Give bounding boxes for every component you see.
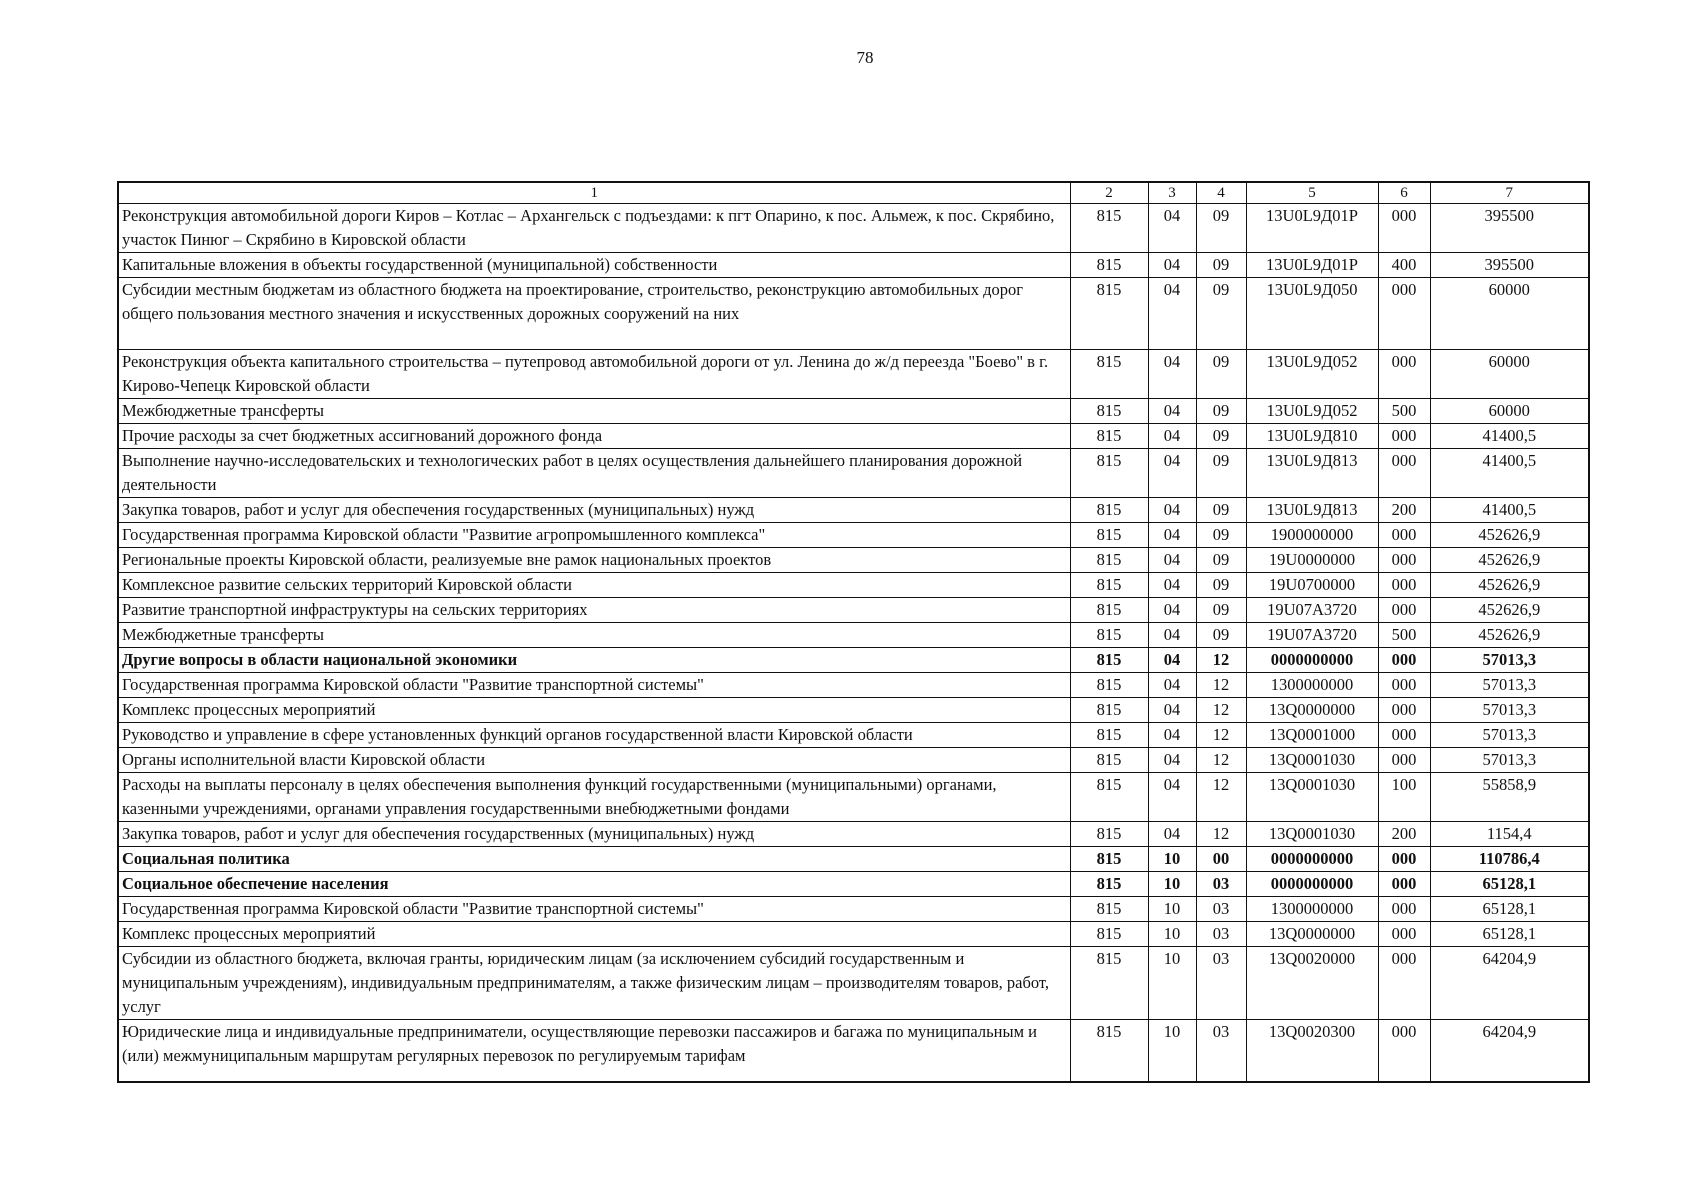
row-amount-cell: 60000	[1430, 278, 1589, 350]
row-expense-type-cell: 000	[1378, 648, 1430, 673]
row-section-cell: 04	[1148, 822, 1196, 847]
table-row	[118, 498, 1589, 523]
row-expense-type-cell: 000	[1378, 449, 1430, 498]
row-name-cell: Капитальные вложения в объекты государственной (муниципальной) собственности	[118, 253, 1070, 278]
header-cell-5: 5	[1246, 182, 1378, 204]
header-cell-6: 6	[1378, 182, 1430, 204]
row-target-article-cell: 13U0L9Д813	[1246, 449, 1378, 498]
row-name-cell: Субсидии местным бюджетам из областного бюджета на проектирование, строительство, реконструкцию автомобильных дорог общего пользования местного значения и искусственных дорожных сооружений на них	[118, 278, 1070, 350]
row-code-cell: 815	[1070, 253, 1148, 278]
row-subsection-cell: 09	[1196, 523, 1246, 548]
row-name-cell: Социальная политика	[118, 847, 1070, 872]
row-amount-cell: 65128,1	[1430, 897, 1589, 922]
row-section-cell: 04	[1148, 449, 1196, 498]
header-cell-1: 1	[118, 182, 1070, 204]
header-cell-3: 3	[1148, 182, 1196, 204]
table-row	[118, 598, 1589, 623]
row-subsection-cell: 09	[1196, 424, 1246, 449]
row-target-article-cell: 1900000000	[1246, 523, 1378, 548]
row-subsection-cell: 12	[1196, 748, 1246, 773]
row-target-article-cell: 1300000000	[1246, 673, 1378, 698]
row-name-cell: Социальное обеспечение населения	[118, 872, 1070, 897]
row-name-cell: Развитие транспортной инфраструктуры на сельских территориях	[118, 598, 1070, 623]
table-row	[118, 847, 1589, 872]
row-code-cell: 815	[1070, 449, 1148, 498]
header-cell-2: 2	[1070, 182, 1148, 204]
table-row	[118, 350, 1589, 399]
row-code-cell: 815	[1070, 648, 1148, 673]
row-expense-type-cell: 400	[1378, 253, 1430, 278]
budget-table	[117, 181, 1590, 1083]
row-amount-cell: 1154,4	[1430, 822, 1589, 847]
row-amount-cell: 452626,9	[1430, 523, 1589, 548]
row-target-article-cell: 13Q0001000	[1246, 723, 1378, 748]
table-row	[118, 449, 1589, 498]
row-expense-type-cell: 000	[1378, 523, 1430, 548]
row-code-cell: 815	[1070, 872, 1148, 897]
row-code-cell: 815	[1070, 847, 1148, 872]
row-target-article-cell: 13Q0000000	[1246, 698, 1378, 723]
row-code-cell: 815	[1070, 548, 1148, 573]
row-name-cell: Межбюджетные трансферты	[118, 623, 1070, 648]
table-row	[118, 723, 1589, 748]
row-subsection-cell: 09	[1196, 498, 1246, 523]
row-target-article-cell: 0000000000	[1246, 872, 1378, 897]
row-section-cell: 04	[1148, 573, 1196, 598]
row-target-article-cell: 0000000000	[1246, 648, 1378, 673]
row-target-article-cell: 13Q0001030	[1246, 822, 1378, 847]
row-amount-cell: 64204,9	[1430, 1020, 1589, 1082]
table-row	[118, 897, 1589, 922]
table-row	[118, 947, 1589, 1020]
row-amount-cell: 110786,4	[1430, 847, 1589, 872]
row-name-cell: Комплекс процессных мероприятий	[118, 922, 1070, 947]
row-expense-type-cell: 000	[1378, 922, 1430, 947]
row-target-article-cell: 13U0L9Д01P	[1246, 204, 1378, 253]
row-target-article-cell: 19U07A3720	[1246, 598, 1378, 623]
row-expense-type-cell: 000	[1378, 698, 1430, 723]
row-name-cell: Закупка товаров, работ и услуг для обеспечения государственных (муниципальных) нужд	[118, 498, 1070, 523]
row-amount-cell: 395500	[1430, 204, 1589, 253]
table-row	[118, 253, 1589, 278]
row-section-cell: 04	[1148, 773, 1196, 822]
row-target-article-cell: 0000000000	[1246, 847, 1378, 872]
row-section-cell: 04	[1148, 350, 1196, 399]
row-section-cell: 04	[1148, 623, 1196, 648]
row-code-cell: 815	[1070, 773, 1148, 822]
row-subsection-cell: 03	[1196, 947, 1246, 1020]
table-row	[118, 204, 1589, 253]
row-name-cell: Выполнение научно-исследовательских и технологических работ в целях осуществления дальнейшего планирования дорожной деятельности	[118, 449, 1070, 498]
row-subsection-cell: 09	[1196, 204, 1246, 253]
row-section-cell: 04	[1148, 278, 1196, 350]
row-expense-type-cell: 000	[1378, 204, 1430, 253]
row-section-cell: 04	[1148, 723, 1196, 748]
row-subsection-cell: 12	[1196, 648, 1246, 673]
table-row	[118, 872, 1589, 897]
row-expense-type-cell: 000	[1378, 573, 1430, 598]
row-amount-cell: 41400,5	[1430, 449, 1589, 498]
row-target-article-cell: 19U0000000	[1246, 548, 1378, 573]
row-code-cell: 815	[1070, 698, 1148, 723]
row-subsection-cell: 12	[1196, 822, 1246, 847]
row-section-cell: 04	[1148, 673, 1196, 698]
row-target-article-cell: 13U0L9Д052	[1246, 399, 1378, 424]
row-subsection-cell: 09	[1196, 623, 1246, 648]
row-code-cell: 815	[1070, 623, 1148, 648]
row-amount-cell: 395500	[1430, 253, 1589, 278]
row-target-article-cell: 19U0700000	[1246, 573, 1378, 598]
row-name-cell: Другие вопросы в области национальной экономики	[118, 648, 1070, 673]
row-expense-type-cell: 000	[1378, 723, 1430, 748]
row-expense-type-cell: 000	[1378, 847, 1430, 872]
row-code-cell: 815	[1070, 1020, 1148, 1082]
row-section-cell: 04	[1148, 523, 1196, 548]
table-row	[118, 523, 1589, 548]
row-section-cell: 10	[1148, 847, 1196, 872]
table-row	[118, 748, 1589, 773]
row-code-cell: 815	[1070, 278, 1148, 350]
table-row	[118, 399, 1589, 424]
row-expense-type-cell: 500	[1378, 399, 1430, 424]
row-target-article-cell: 13Q0020000	[1246, 947, 1378, 1020]
row-section-cell: 04	[1148, 548, 1196, 573]
row-subsection-cell: 09	[1196, 598, 1246, 623]
row-target-article-cell: 13U0L9Д01P	[1246, 253, 1378, 278]
page-number: 78	[856, 48, 874, 67]
header-cell-7: 7	[1430, 182, 1589, 204]
row-name-cell: Органы исполнительной власти Кировской области	[118, 748, 1070, 773]
row-expense-type-cell: 200	[1378, 498, 1430, 523]
row-target-article-cell: 19U07A3720	[1246, 623, 1378, 648]
row-section-cell: 04	[1148, 399, 1196, 424]
row-name-cell: Государственная программа Кировской области "Развитие транспортной системы"	[118, 673, 1070, 698]
row-code-cell: 815	[1070, 947, 1148, 1020]
row-subsection-cell: 12	[1196, 698, 1246, 723]
row-target-article-cell: 13Q0020300	[1246, 1020, 1378, 1082]
row-code-cell: 815	[1070, 350, 1148, 399]
row-name-cell: Государственная программа Кировской области "Развитие транспортной системы"	[118, 897, 1070, 922]
row-code-cell: 815	[1070, 523, 1148, 548]
row-section-cell: 04	[1148, 253, 1196, 278]
row-name-cell: Комплексное развитие сельских территорий Кировской области	[118, 573, 1070, 598]
row-code-cell: 815	[1070, 573, 1148, 598]
row-name-cell: Субсидии из областного бюджета, включая гранты, юридическим лицам (за исключением субсидий государственным и муниципальным учреждениям), индивидуальным предпринимателям, а также физическим лицам – производителям товаров, работ, услуг	[118, 947, 1070, 1020]
row-amount-cell: 60000	[1430, 350, 1589, 399]
row-code-cell: 815	[1070, 723, 1148, 748]
row-subsection-cell: 03	[1196, 872, 1246, 897]
row-name-cell: Прочие расходы за счет бюджетных ассигнований дорожного фонда	[118, 424, 1070, 449]
row-amount-cell: 57013,3	[1430, 723, 1589, 748]
row-code-cell: 815	[1070, 498, 1148, 523]
row-expense-type-cell: 000	[1378, 424, 1430, 449]
row-section-cell: 04	[1148, 698, 1196, 723]
row-amount-cell: 41400,5	[1430, 424, 1589, 449]
row-expense-type-cell: 000	[1378, 598, 1430, 623]
row-target-article-cell: 13U0L9Д813	[1246, 498, 1378, 523]
row-target-article-cell: 1300000000	[1246, 897, 1378, 922]
row-section-cell: 04	[1148, 424, 1196, 449]
row-subsection-cell: 09	[1196, 399, 1246, 424]
row-expense-type-cell: 100	[1378, 773, 1430, 822]
row-expense-type-cell: 000	[1378, 947, 1430, 1020]
row-expense-type-cell: 000	[1378, 748, 1430, 773]
row-amount-cell: 57013,3	[1430, 673, 1589, 698]
table-row	[118, 1020, 1589, 1082]
row-section-cell: 10	[1148, 872, 1196, 897]
row-name-cell: Реконструкция автомобильной дороги Киров – Котлас – Архангельск с подъездами: к пгт Опарино, к пос. Альмеж, к пос. Скрябино, участок Пинюг – Скрябино в Кировской области	[118, 204, 1070, 253]
row-subsection-cell: 09	[1196, 449, 1246, 498]
table-row	[118, 623, 1589, 648]
row-expense-type-cell: 000	[1378, 1020, 1430, 1082]
table-row	[118, 773, 1589, 822]
row-code-cell: 815	[1070, 822, 1148, 847]
row-amount-cell: 57013,3	[1430, 698, 1589, 723]
row-amount-cell: 60000	[1430, 399, 1589, 424]
table-row	[118, 648, 1589, 673]
row-name-cell: Комплекс процессных мероприятий	[118, 698, 1070, 723]
row-amount-cell: 64204,9	[1430, 947, 1589, 1020]
row-target-article-cell: 13U0L9Д052	[1246, 350, 1378, 399]
row-section-cell: 10	[1148, 1020, 1196, 1082]
row-code-cell: 815	[1070, 598, 1148, 623]
row-code-cell: 815	[1070, 673, 1148, 698]
table-row	[118, 822, 1589, 847]
row-expense-type-cell: 000	[1378, 350, 1430, 399]
row-amount-cell: 55858,9	[1430, 773, 1589, 822]
row-expense-type-cell: 000	[1378, 872, 1430, 897]
row-name-cell: Государственная программа Кировской области "Развитие агропромышленного комплекса"	[118, 523, 1070, 548]
row-amount-cell: 41400,5	[1430, 498, 1589, 523]
row-subsection-cell: 12	[1196, 723, 1246, 748]
row-subsection-cell: 03	[1196, 922, 1246, 947]
row-target-article-cell: 13U0L9Д810	[1246, 424, 1378, 449]
row-subsection-cell: 09	[1196, 548, 1246, 573]
row-amount-cell: 452626,9	[1430, 623, 1589, 648]
row-section-cell: 04	[1148, 498, 1196, 523]
table-row	[118, 424, 1589, 449]
row-code-cell: 815	[1070, 748, 1148, 773]
row-section-cell: 10	[1148, 922, 1196, 947]
row-subsection-cell: 03	[1196, 1020, 1246, 1082]
row-name-cell: Межбюджетные трансферты	[118, 399, 1070, 424]
row-name-cell: Закупка товаров, работ и услуг для обеспечения государственных (муниципальных) нужд	[118, 822, 1070, 847]
row-code-cell: 815	[1070, 204, 1148, 253]
row-subsection-cell: 12	[1196, 673, 1246, 698]
table-row	[118, 673, 1589, 698]
row-subsection-cell: 09	[1196, 573, 1246, 598]
row-target-article-cell: 13Q0001030	[1246, 748, 1378, 773]
row-name-cell: Юридические лица и индивидуальные предприниматели, осуществляющие перевозки пассажиров и багажа по муниципальным и (или) межмуниципальным маршрутам регулярных перевозок по регулируемым тарифам	[118, 1020, 1070, 1082]
row-code-cell: 815	[1070, 897, 1148, 922]
table-row	[118, 698, 1589, 723]
row-target-article-cell: 13Q0000000	[1246, 922, 1378, 947]
row-subsection-cell: 09	[1196, 253, 1246, 278]
row-section-cell: 04	[1148, 648, 1196, 673]
row-subsection-cell: 09	[1196, 278, 1246, 350]
row-section-cell: 04	[1148, 204, 1196, 253]
row-expense-type-cell: 000	[1378, 278, 1430, 350]
row-code-cell: 815	[1070, 424, 1148, 449]
table-row	[118, 922, 1589, 947]
row-subsection-cell: 03	[1196, 897, 1246, 922]
row-expense-type-cell: 000	[1378, 673, 1430, 698]
row-amount-cell: 57013,3	[1430, 748, 1589, 773]
row-name-cell: Региональные проекты Кировской области, реализуемые вне рамок национальных проектов	[118, 548, 1070, 573]
row-amount-cell: 452626,9	[1430, 548, 1589, 573]
row-subsection-cell: 12	[1196, 773, 1246, 822]
row-name-cell: Руководство и управление в сфере установленных функций органов государственной власти Кировской области	[118, 723, 1070, 748]
row-name-cell: Расходы на выплаты персоналу в целях обеспечения выполнения функций государственными (муниципальными) органами, казенными учреждениями, органами управления государственными внебюджетными фондами	[118, 773, 1070, 822]
row-subsection-cell: 00	[1196, 847, 1246, 872]
row-target-article-cell: 13Q0001030	[1246, 773, 1378, 822]
table-header-row	[118, 182, 1589, 204]
row-expense-type-cell: 200	[1378, 822, 1430, 847]
row-section-cell: 04	[1148, 748, 1196, 773]
row-amount-cell: 452626,9	[1430, 573, 1589, 598]
header-cell-4: 4	[1196, 182, 1246, 204]
row-subsection-cell: 09	[1196, 350, 1246, 399]
row-section-cell: 10	[1148, 897, 1196, 922]
row-code-cell: 815	[1070, 922, 1148, 947]
row-amount-cell: 65128,1	[1430, 872, 1589, 897]
table-row	[118, 278, 1589, 350]
row-amount-cell: 65128,1	[1430, 922, 1589, 947]
row-expense-type-cell: 500	[1378, 623, 1430, 648]
row-expense-type-cell: 000	[1378, 548, 1430, 573]
row-section-cell: 10	[1148, 947, 1196, 1020]
row-section-cell: 04	[1148, 598, 1196, 623]
row-expense-type-cell: 000	[1378, 897, 1430, 922]
table-row	[118, 548, 1589, 573]
row-target-article-cell: 13U0L9Д050	[1246, 278, 1378, 350]
row-code-cell: 815	[1070, 399, 1148, 424]
row-name-cell: Реконструкция объекта капитального строительства – путепровод автомобильной дороги от ул. Ленина до ж/д переезда "Боево" в г. Кирово-Чепецк Кировской области	[118, 350, 1070, 399]
table-row	[118, 573, 1589, 598]
row-amount-cell: 452626,9	[1430, 598, 1589, 623]
row-amount-cell: 57013,3	[1430, 648, 1589, 673]
